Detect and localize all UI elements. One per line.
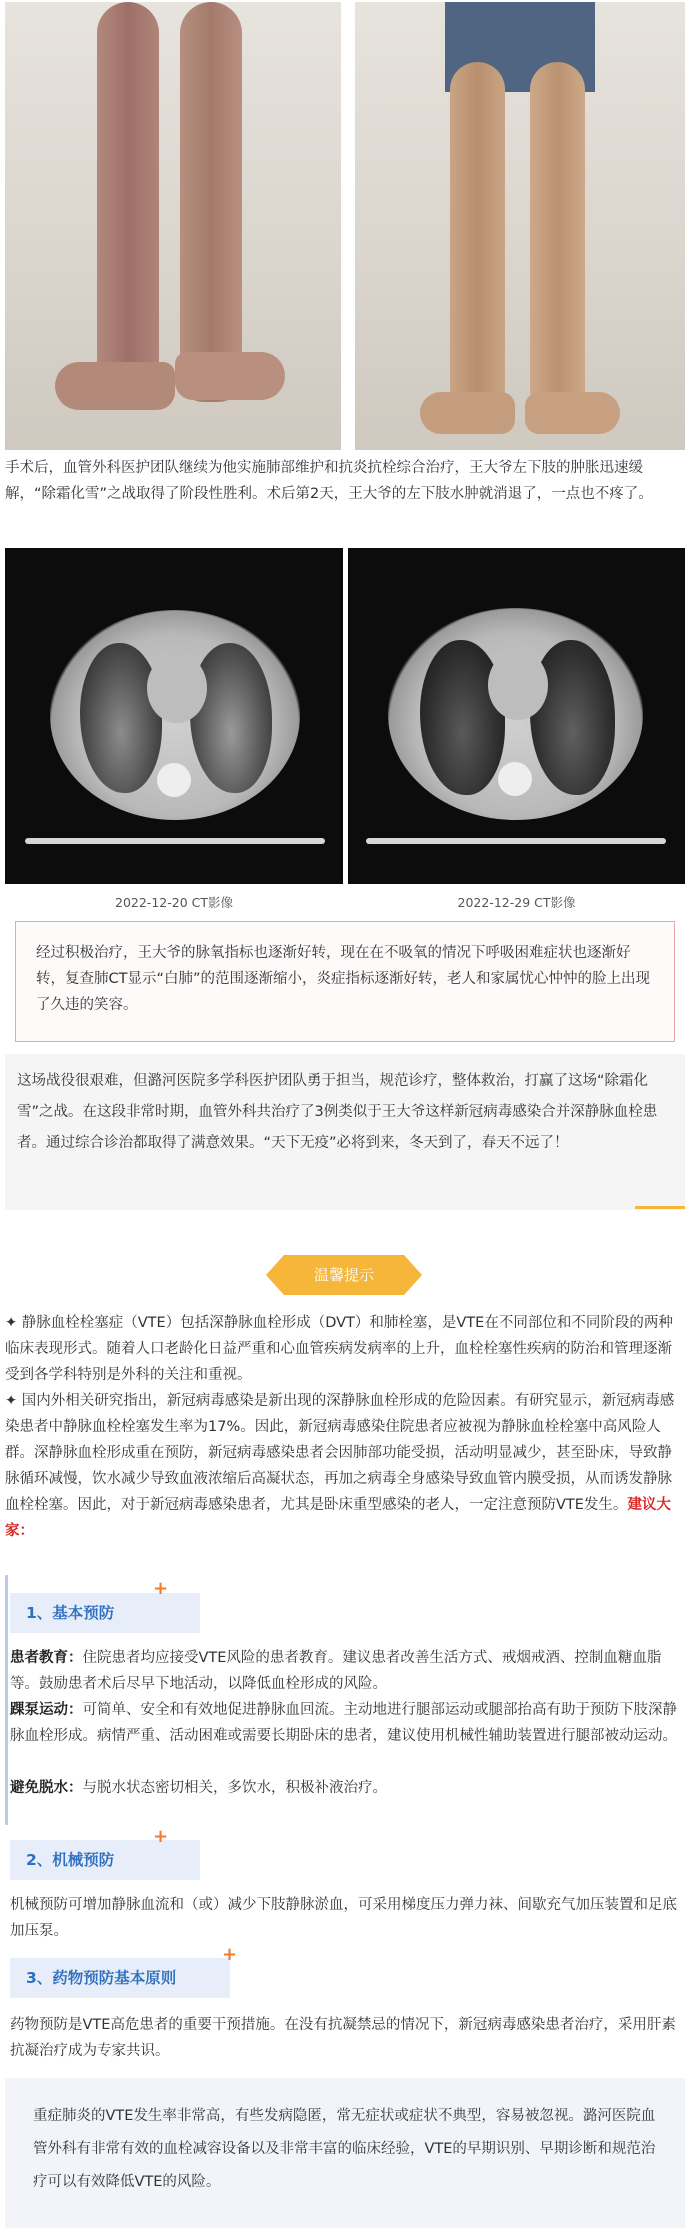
drug-text: 药物预防是VTE高危患者的重要干预措施。在没有抗凝禁忌的情况下，新冠病毒感染患者治疗，采用肝素抗凝治疗成为专家共识。 xyxy=(10,2017,676,2059)
section-basic-sidebar xyxy=(5,1575,8,1825)
section-basic-header: 1、基本预防 xyxy=(10,1593,200,1633)
basic-ankle-pump-text: 可简单、安全和有效地促进静脉血回流。主动地进行腿部运动或腿部抬高有助于预防下肢深静脉血栓形成。病情严重、活动困难或需要长期卧床的患者，建议使用机械性辅助装置进行腿部被动运动。 xyxy=(10,1702,677,1744)
leg-photo-after xyxy=(355,2,685,450)
ct-scan-after xyxy=(348,548,685,884)
basic-ankle-pump xyxy=(10,1697,685,1749)
section-mechanical-header: 2、机械预防 xyxy=(10,1840,200,1880)
intro-paragraph: 手术后，血管外科医护团队继续为他实施肺部维护和抗炎抗栓综合治疗，王大爷左下肢的肿胀迅速缓解，“除霜化雪”之战取得了阶段性胜利。术后第2天，王大爷的左下肢水肿就消退了，一点也不疼了。 xyxy=(5,460,653,502)
summary-text: 这场战役很艰难，但潞河医院多学科医护团队勇于担当，规范诊疗，整体救治，打赢了这场“除霜化雪”之战。在这段非常时期，血管外科共治疗了3例类似于王大爷这样新冠病毒感染合并深静脉血栓患者。通过综合诊治都取得了满意效果。“天下无疫”必将到来，冬天到了，春天不远了！ xyxy=(17,1073,658,1151)
summary-accent-line xyxy=(635,1206,685,1209)
ct-caption-before: 2022-12-20 CT影像 xyxy=(115,895,233,910)
basic-dehydration-label: 避免脱水： xyxy=(10,1780,83,1796)
section-mechanical-plus-icon: + xyxy=(153,1826,169,1847)
warm-tip-badge: 温馨提示 xyxy=(284,1255,404,1295)
tip-paragraph-covid-text: ✦ 国内外相关研究指出，新冠病毒感染是新出现的深静脉血栓形成的危险因素。有研究显示，新冠病毒感染患者中静脉血栓栓塞发生率为17%。因此，新冠病毒感染住院患者应被视为静脉血栓栓塞中高风险人群。深静脉血栓形成重在预防，新冠病毒感染患者会因肺部功能受损，活动明显减少，甚至卧床，导致静脉循环减慢，饮水减少导致血液浓缩后高凝状态，再加之病毒全身感染导致血管内膜受损，从而诱发静脉血栓栓塞。因此，对于新冠病毒感染患者，尤其是卧床重型感染的老人，一定注意预防VTE发生。 xyxy=(5,1393,675,1513)
section-basic-plus-icon: + xyxy=(153,1578,169,1599)
tip-paragraph-vte: ✦ 静脉血栓栓塞症（VTE）包括深静脉血栓形成（DVT）和肺栓塞，是VTE在不同部位和不同阶段的两种临床表现形式。随着人口老龄化日益严重和心血管疾病发病率的上升，血栓栓塞性疾病的防治和管理逐渐受到各学科特别是外科的关注和重视。 xyxy=(5,1315,673,1383)
basic-dehydration xyxy=(10,1775,685,1801)
advice-label: 建议大家： xyxy=(5,1497,671,1539)
section-drug-header: 3、药物预防基本原则 xyxy=(10,1958,230,1998)
basic-education-label: 患者教育： xyxy=(10,1650,83,1666)
basic-ankle-pump-label: 踝泵运动： xyxy=(10,1702,83,1718)
conclusion-box xyxy=(5,2078,685,2228)
tip-paragraph-covid xyxy=(5,1388,685,1544)
basic-education-text: 住院患者均应接受VTE风险的患者教育。建议患者改善生活方式、戒烟戒酒、控制血糖血脂等。鼓励患者术后尽早下地活动，以降低血栓形成的风险。 xyxy=(10,1650,662,1692)
section-drug-plus-icon: + xyxy=(222,1944,238,1965)
mechanical-text: 机械预防可增加静脉血流和（或）减少下肢静脉淤血，可采用梯度压力弹力袜、间歇充气加压装置和足底加压泵。 xyxy=(10,1897,677,1939)
conclusion-text: 重症肺炎的VTE发生率非常高，有些发病隐匿，常无症状或症状不典型，容易被忽视。潞河医院血管外科有非常有效的血栓减容设备以及非常丰富的临床经验，VTE的早期识别、早期诊断和规范治疗可以有效降低VTE的风险。 xyxy=(33,2108,656,2190)
basic-education xyxy=(10,1645,685,1697)
ct-scan-before xyxy=(5,548,343,884)
ct-caption-after: 2022-12-29 CT影像 xyxy=(457,895,576,910)
basic-dehydration-text: 与脱水状态密切相关，多饮水，积极补液治疗。 xyxy=(82,1780,387,1796)
leg-photo-before xyxy=(5,2,341,450)
recovery-note-text: 经过积极治疗，王大爷的脉氧指标也逐渐好转，现在在不吸氧的情况下呼吸困难症状也逐渐好转，复查肺CT显示“白肺”的范围逐渐缩小，炎症指标逐渐好转，老人和家属忧心忡忡的脸上出现了久违的笑容。 xyxy=(36,945,651,1013)
summary-box xyxy=(5,1054,685,1210)
recovery-note-box xyxy=(15,921,675,1042)
